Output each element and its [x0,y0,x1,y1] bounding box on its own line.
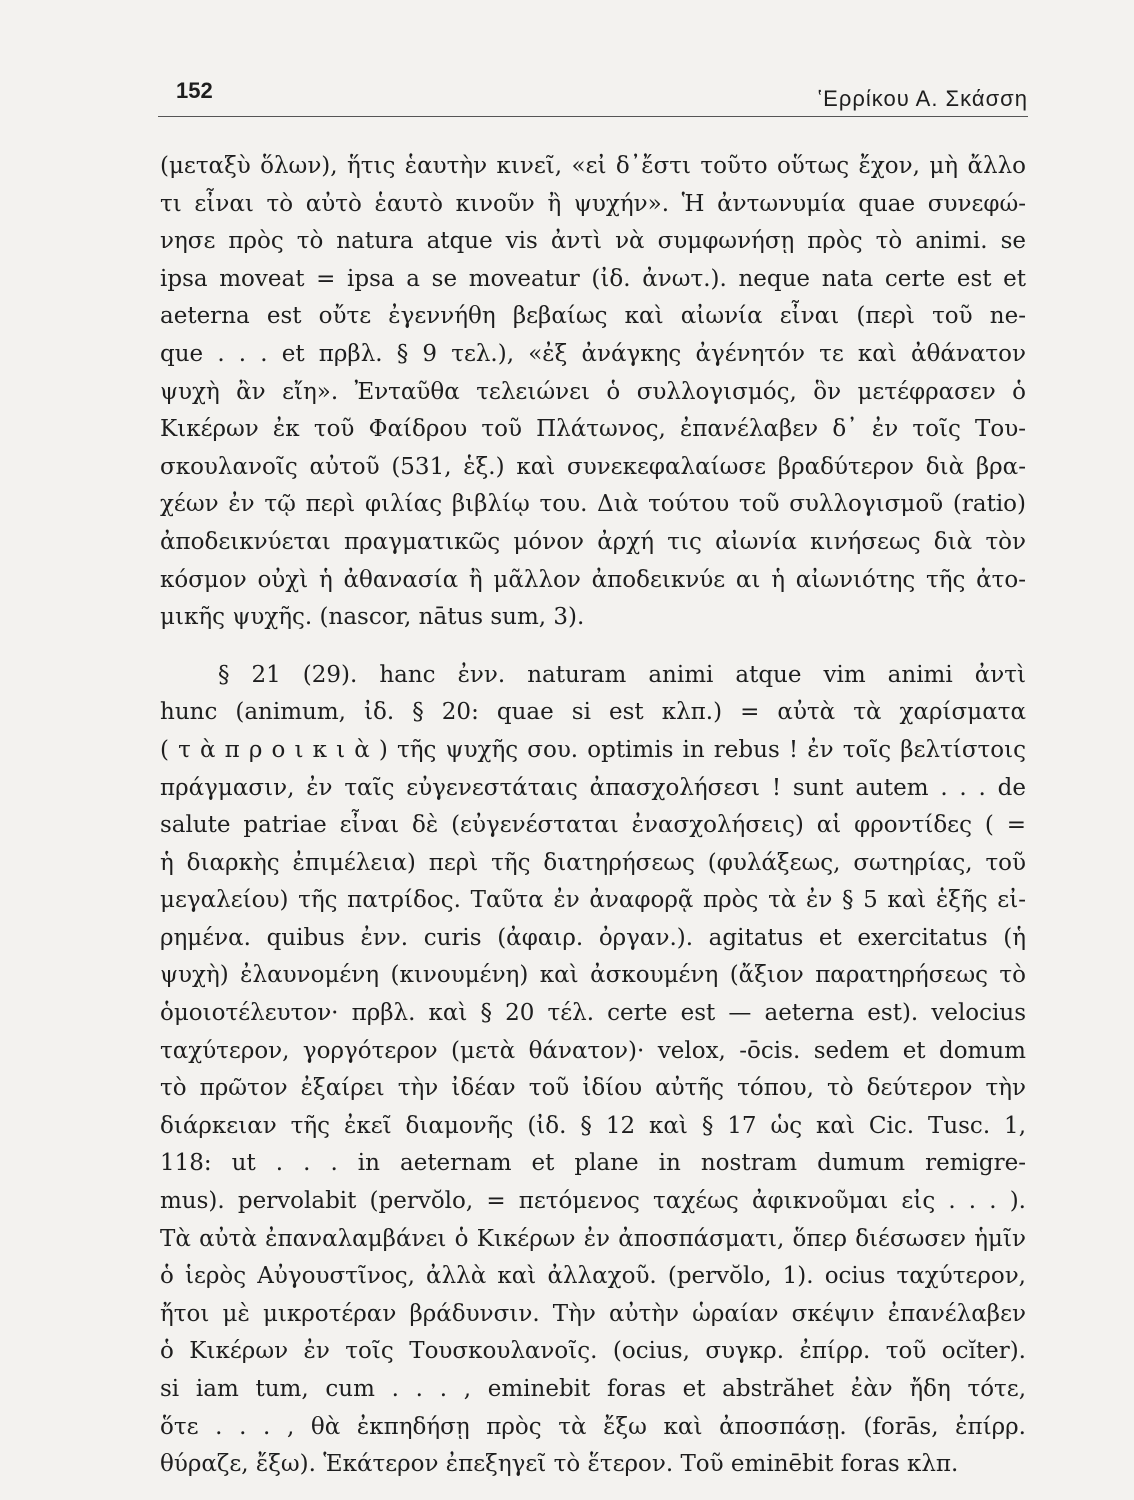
text-line: ρημένα. quibus ἐνν. curis (ἀφαιρ. ὀργαν.). agitatus et exercitatus (ἡ [160,924,1026,951]
text-line: 118: ut . . . in aeternam et plane in nostram dumum remigre- [160,1150,1026,1177]
text-line: πράγμασιν, ἐν ταῖς εὐγενεστάταις ἀπασχολήσεσι ! sunt autem . . . de [160,774,1026,801]
text-line: si iam tum, cum . . . , eminebit foras et abstrăhet ἐὰν ἤδη τότε, [160,1376,1026,1402]
text-line: τι εἶναι τὸ αὐτὸ ἑαυτὸ κινοῦν ἢ ψυχήν». Ἡ ἀντωνυμία quae συνεφώ- [160,190,1026,217]
text-line: ταχύτερον, γοργότερον (μετὰ θάνατον)· velox, -ōcis. sedem et domum [160,1037,1026,1064]
text-line: ὁ Κικέρων ἐν τοῖς Τουσκουλανοῖς. (ocius, συγκρ. ἐπίρρ. τοῦ ocĭter). [160,1338,1026,1365]
text-line: ipsa moveat = ipsa a se moveatur (ἰδ. ἀνωτ.). neque nata certe est et [160,265,1026,292]
running-head: ʽΕρρίκου Α. Σκάσση [817,86,1028,111]
text-line: (μεταξὺ ὅλων), ἥτις ἑαυτὴν κινεῖ, «εἰ δ᾽ἔστι τοῦτο οὕτως ἔχον, μὴ ἄλλο [160,153,1026,179]
paragraph-1 [160,148,1026,637]
text-line: Τὰ αὐτὰ ἐπαναλαμβάνει ὁ Κικέρων ἐν ἀποσπάσματι, ὅπερ διέσωσεν ἡμῖν [160,1225,1026,1252]
text-line: ψυχὴ ἂν εἴη». Ἐνταῦθα τελειώνει ὁ συλλογισμός, ὃν μετέφρασεν ὁ [160,378,1026,405]
text-line: ἀποδεικνύεται πραγματικῶς μόνον ἀρχή τις αἰωνία κινήσεως διὰ τὸν [160,528,1026,555]
page-header [158,76,1028,117]
text-line: que . . . et πρβλ. § 9 τελ.), «ἐξ ἀνάγκης ἀγένητόν τε καὶ ἀθάνατον [160,340,1026,367]
text-line: ὁμοιοτέλευτον· πρβλ. καὶ § 20 τέλ. certe est — aeterna est). velocius [160,1000,1026,1027]
text-line: ἡ διαρκὴς ἐπιμέλεια) περὶ τῆς διατηρήσεως (φυλάξεως, σωτηρίας, τοῦ [160,849,1026,876]
text-line: νησε πρὸς τὸ natura atque vis ἀντὶ νὰ συμφωνήσῃ πρὸς τὸ animi. se [160,228,1026,255]
text-line: μεγαλείου) τῆς πατρίδος. Ταῦτα ἐν ἀναφορᾷ πρὸς τὰ ἐν § 5 καὶ ἑξῆς εἰ- [160,887,1026,914]
text-line: τὸ πρῶτον ἐξαίρει τὴν ἰδέαν τοῦ ἰδίου αὐτῆς τόπου, τὸ δεύτερον τὴν [160,1075,1026,1102]
text-line: σκουλανοῖς αὐτοῦ (531, ἑξ.) καὶ συνεκεφαλαίωσε βραδύτερον διὰ βρα- [160,453,1026,480]
text-line: ψυχὴ) ἐλαυνομένη (κινουμένη) καὶ ἀσκουμένη (ἄξιον παρατηρήσεως τὸ [160,962,1026,989]
text-line: § 21 (29). hanc ἐνν. naturam animi atque vim animi ἀντὶ [218,661,1026,688]
body-text [160,148,1026,1484]
paragraph-2 [160,657,1026,1484]
text-line: χέων ἐν τῷ περὶ φιλίας βιβλίῳ του. Διὰ τούτου τοῦ συλλογισμοῦ (ratio) [160,491,1026,518]
text-line: mus). pervolabit (pervŏlo, = πετόμενος ταχέως ἀφικνοῦμαι εἰς . . . ). [160,1188,1026,1215]
page-number: 152 [176,78,213,103]
text-line: ἤτοι μὲ μικροτέραν βράδυνσιν. Τὴν αὐτὴν ὡραίαν σκέψιν ἐπανέλαβεν [160,1300,1026,1327]
text-line: salute patriae εἶναι δὲ (εὐγενέσταται ἐνασχολήσεις) αἱ φροντίδες ( = [160,812,1026,839]
text-line: ὅτε . . . , θὰ ἐκπηδήσῃ πρὸς τὰ ἔξω καὶ ἀποσπάσῃ. (forās, ἐπίρρ. [160,1413,1026,1440]
text-line: ὁ ἱερὸς Αὐγουστῖνος, ἀλλὰ καὶ ἀλλαχοῦ. (pervŏlo, 1). ocius ταχύτερον, [160,1263,1026,1290]
text-line: κόσμον οὐχὶ ἡ ἀθανασία ἢ μᾶλλον ἀποδεικνύε αι ἡ αἰωνιότης τῆς ἀτο- [160,566,1026,593]
text-line: ( τ ὰ π ρ ο ι κ ι ὰ ) τῆς ψυχῆς σου. optimis in rebus ! ἐν τοῖς βελτίστοις [160,736,1026,763]
text-line: διάρκειαν τῆς ἐκεῖ διαμονῆς (ἰδ. § 12 καὶ § 17 ὡς καὶ Cic. Tusc. 1, [160,1112,1026,1139]
text-line: Κικέρων ἐκ τοῦ Φαίδρου τοῦ Πλάτωνος, ἐπανέλαβεν δ᾽ ἐν τοῖς Του- [160,416,1026,443]
text-line: aeterna est οὔτε ἐγεννήθη βεβαίως καὶ αἰωνία εἶναι (περὶ τοῦ ne- [160,303,1026,330]
text-line: θύραζε, ἔξω). Ἑκάτερον ἐπεξηγεῖ τὸ ἕτερον. Τοῦ eminēbit foras κλπ. [160,1451,959,1478]
text-line: μικῆς ψυχῆς. (nascor, nātus sum, 3). [160,604,585,631]
text-line: hunc (animum, ἰδ. § 20: quae si est κλπ.) = αὐτὰ τὰ χαρίσματα [160,699,1026,726]
